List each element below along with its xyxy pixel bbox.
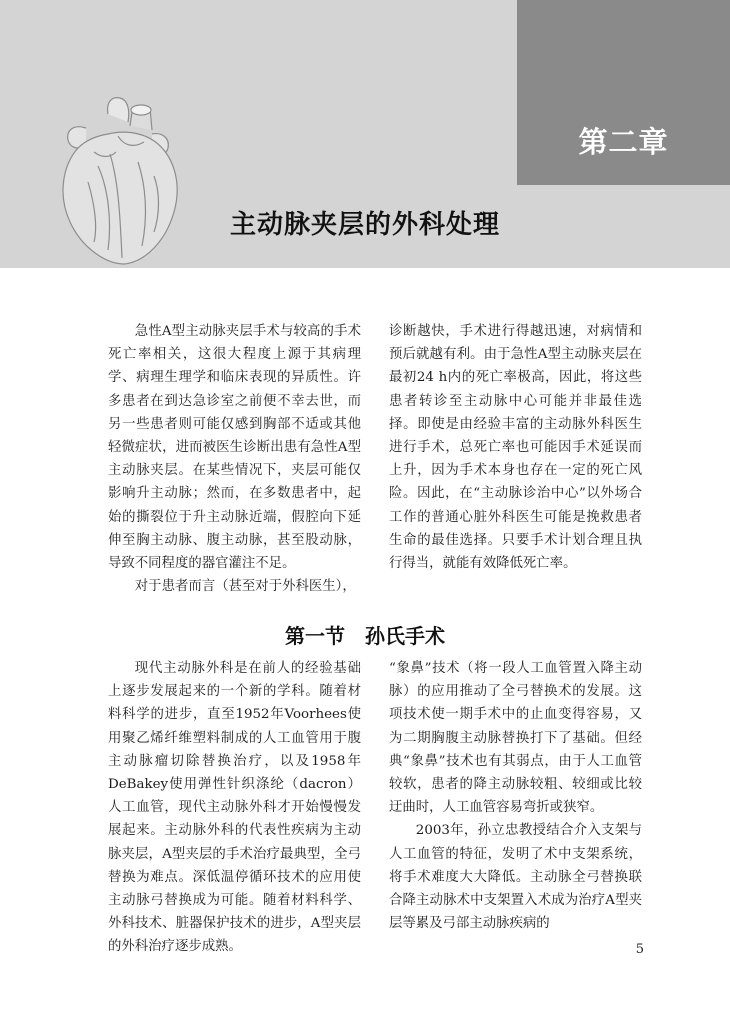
section-paragraph: “象鼻”技术（将一段人工血管置入降主动脉）的应用推动了全弓替换术的发展。这项技术使一期手术中的止血变得容易，又为二期胸腹主动脉替换打下了基础。但经典“象鼻”技术也有其弱点，由于人工血管较软，患者的降主动脉较粗、较细或比较迂曲时，人工血管容易弯折或狭窄。 bbox=[389, 661, 642, 816]
intro-paragraph: 诊断越快，手术进行得越迅速，对病情和预后就越有利。由于急性A型主动脉夹层在最初24 h内的死亡率极高，因此，将这些患者转诊至主动脉中心可能并非最佳选择。即使是由经验丰富的主动脉外科医生进行手术，总死亡率也可能因手术延误而上升，因为手术本身也存在一定的死亡风险。因此，在“主动脉诊治中心”以外场合工作的普通心脏外科医生可能是挽救患者生命的最佳选择。只要手术计划合理且执行得当，就能有效降低死亡率。 bbox=[389, 324, 642, 572]
intro-paragraph: 急性A型主动脉夹层手术与较高的手术死亡率相关，这很大程度上源于其病理学、病理生理学和临床表现的异质性。许多患者在到达急诊室之前便不幸去世，而另一些患者则可能仅感到胸部不适或其他轻微症状，进而被医生诊断出患有急性A型主动脉夹层。在某些情况下，夹层可能仅影响升主动脉；然而，在多数患者中，起始的撕裂位于升主动脉近端，假腔向下延伸至胸主动脉、腹主动脉，甚至股动脉，导致不同程度的器官灌注不足。 bbox=[108, 324, 361, 572]
chapter-label: 第二章 bbox=[578, 125, 669, 159]
intro-right-column bbox=[389, 320, 642, 575]
section-title: 第一节 孙氏手术 bbox=[285, 624, 445, 648]
intro-paragraph: 对于患者而言（甚至对于外科医生）， bbox=[134, 579, 356, 595]
intro-left-column bbox=[108, 320, 361, 598]
page-number: 5 bbox=[635, 942, 644, 957]
section-paragraph: 2003年，孙立忠教授结合介入支架与人工血管的特征，发明了术中支架系统，将手术难度大大降低。主动脉全弓替换联合降主动脉术中支架置入术成为治疗A型夹层等累及弓部主动脉疾病的 bbox=[389, 823, 642, 932]
section-left-column bbox=[108, 657, 361, 959]
section-paragraph: 现代主动脉外科是在前人的经验基础上逐步发展起来的一个新的学科。随着材料科学的进步，直至1952年Voorhees使用聚乙烯纤维塑料制成的人工血管用于腹主动脉瘤切除替换治疗，以及1958年DeBakey使用弹性针织涤纶（dacron）人工血管，现代主动脉外科才开始慢慢发展起来。主动脉外科的代表性疾病为主动脉夹层，A型夹层的手术治疗最典型，全弓替换为难点。深低温停循环技术的应用使主动脉弓替换成为可能。随着材料科学、外科技术、脏器保护技术的进步，A型夹层的外科治疗逐步成熟。 bbox=[108, 661, 361, 955]
section-right-column bbox=[389, 657, 642, 935]
chapter-title: 主动脉夹层的外科处理 bbox=[229, 210, 500, 240]
heart-icon bbox=[48, 92, 186, 268]
